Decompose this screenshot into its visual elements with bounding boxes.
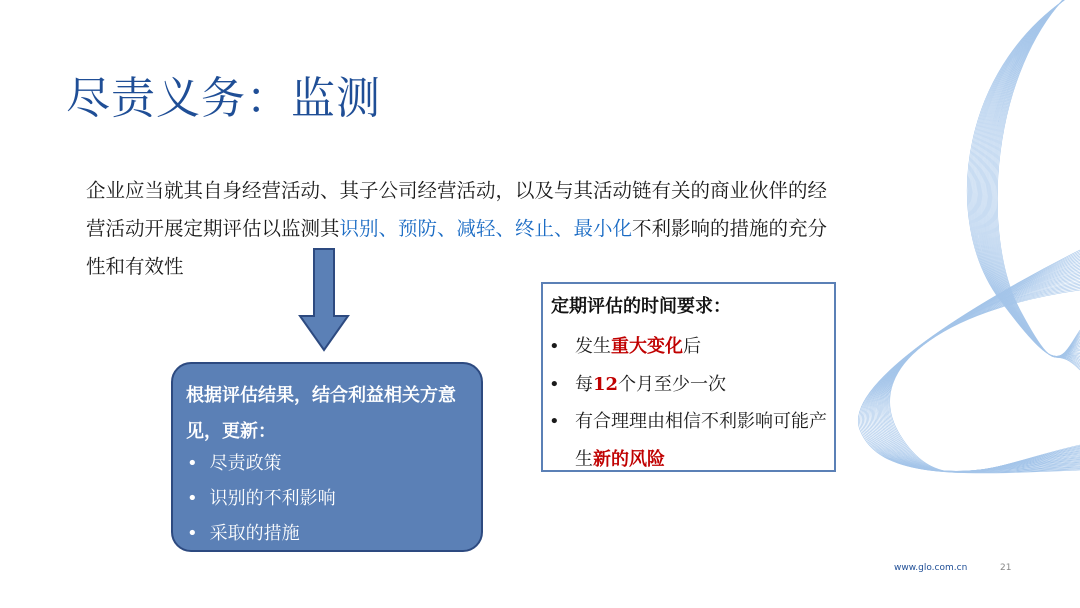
list-item [187,481,336,516]
body-text-part2: 不利影响的措施的充分性和有效性 [86,217,828,278]
update-list [187,446,336,551]
list-item [547,328,832,366]
slide-title: 尽责义务：监测 [66,73,381,124]
list-item-label: 识别的不利影响 [209,488,336,509]
body-highlight: 识别、预防、减轻、终止、最小化 [339,217,633,240]
req-text: 个月至少一次 [618,373,727,395]
down-arrow-icon [298,248,350,352]
list-item-label: 采取的措施 [209,523,300,544]
requirements-box [541,282,836,472]
update-box [171,362,483,552]
req-emphasis: 新的风险 [593,448,665,470]
update-box-heading: 根据评估结果，结合利益相关方意见，更新： [186,385,456,442]
req-emphasis: 12 [593,373,619,395]
body-paragraph [86,172,846,286]
req-text: 发生 [575,336,611,357]
req-text: 有合理理由相信不利影响可能产生 [575,411,827,470]
list-item [547,403,832,478]
page-number: 21 [1000,563,1012,573]
req-emphasis: 重大变化 [611,336,683,357]
list-item [187,446,336,481]
footer-url: www.glo.com.cn [894,563,968,573]
requirements-list [547,328,832,478]
req-text: 每 [575,373,593,395]
req-text: 后 [683,336,701,357]
list-item-label: 尽责政策 [209,453,282,474]
list-item [547,366,832,404]
body-text-part1: 企业应当就其自身经营活动、其子公司经营活动，以及与其活动链有关的商业伙伴的经营活动开展定期评估以监测其 [86,179,828,240]
requirements-title: 定期评估的时间要求： [551,296,731,317]
list-item [187,516,336,551]
